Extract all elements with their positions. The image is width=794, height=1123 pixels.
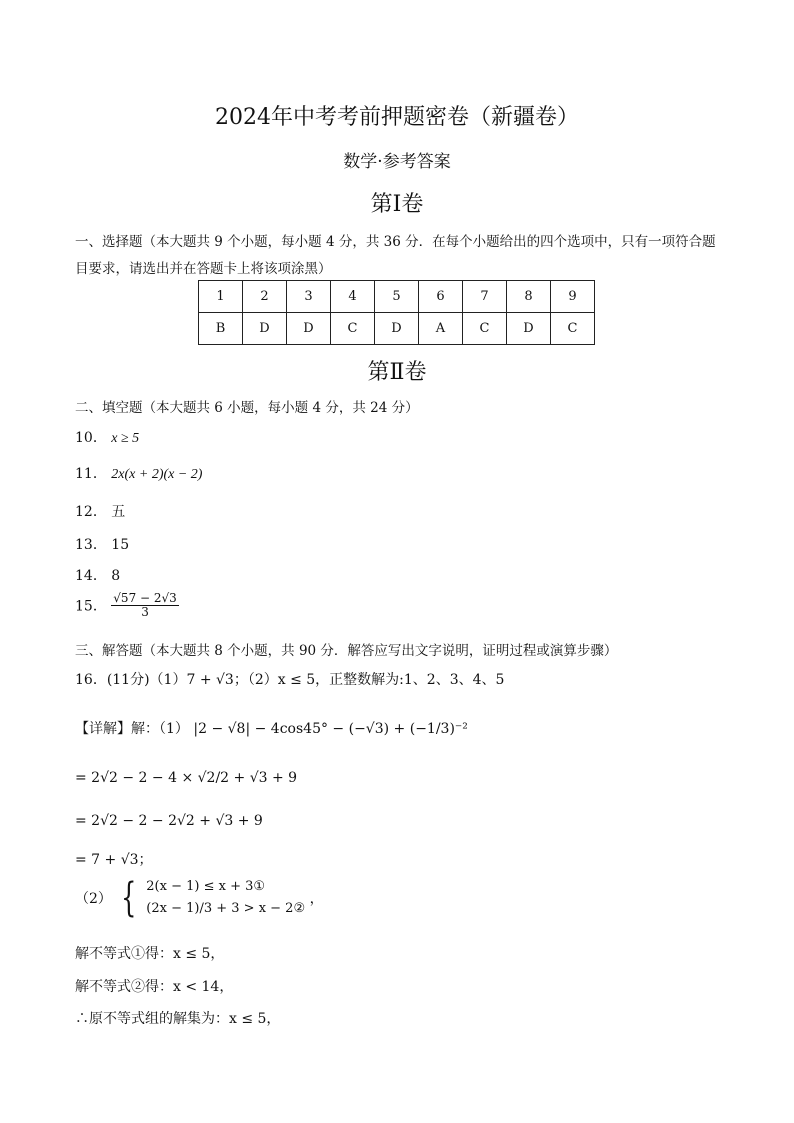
- table-cell: D: [375, 313, 419, 345]
- q16-step2: = 2√2 − 2 − 2√2 + √3 + 9: [75, 813, 263, 829]
- answer-text: 15: [111, 537, 130, 553]
- inequality-1: 2(x − 1) ≤ x + 3①: [146, 879, 266, 894]
- table-cell: 7: [463, 281, 507, 313]
- question-number: 15．: [75, 598, 107, 615]
- answer-q12: [75, 501, 125, 521]
- table-cell: 4: [331, 281, 375, 313]
- fraction-numerator: √57 − 2√3: [113, 591, 177, 605]
- table-cell: 8: [507, 281, 551, 313]
- solve-section-heading: 三、解答题（本大题共 8 个小题，共 90 分．解答应写出文字说明，证明过程或演算步骤）: [75, 643, 618, 659]
- table-cell: 9: [551, 281, 595, 313]
- q16-sol2: 解不等式②得：x < 14，: [75, 979, 234, 995]
- q16-detail-line: [75, 718, 468, 738]
- inequality-2: (2x − 1)/3 + 3 > x − 2②: [146, 901, 306, 917]
- table-cell: 5: [375, 281, 419, 313]
- question-number: 12．: [75, 504, 107, 520]
- q16-step3: = 7 + √3；: [75, 852, 153, 868]
- table-cell: D: [287, 313, 331, 345]
- answer-table-number-row: [199, 281, 595, 313]
- q16-sol3: ∴原不等式组的解集为：x ≤ 5，: [75, 1011, 281, 1027]
- page-subtitle: 数学·参考答案: [343, 152, 451, 172]
- answer-q13: [75, 534, 129, 554]
- choice-section-line2: 目要求，请选出并在答题卡上将该项涂黑）: [75, 261, 332, 277]
- part1-label: 第Ⅰ卷: [370, 192, 424, 217]
- fill-section-heading: 二、填空题（本大题共 6 小题，每小题 4 分，共 24 分）: [75, 400, 419, 416]
- question-number: 13．: [75, 537, 107, 553]
- table-cell: 1: [199, 281, 243, 313]
- answer-text: 2x(x + 2)(x − 2): [111, 467, 203, 482]
- table-cell: D: [243, 313, 287, 345]
- answer-q14: [75, 565, 120, 585]
- table-cell: 2: [243, 281, 287, 313]
- q16-sol1: 解不等式①得：x ≤ 5，: [75, 946, 225, 962]
- math-expression: |2 − √8| − 4cos45° − (−√3) + (−1/3)⁻²: [193, 721, 468, 737]
- inequality-lines: [146, 876, 305, 920]
- question-number: 10．: [75, 430, 107, 446]
- table-cell: C: [331, 313, 375, 345]
- answer-q15: [75, 592, 179, 619]
- answer-text: 8: [111, 568, 121, 584]
- part2-label: （2）: [75, 891, 112, 908]
- fraction-denominator: 3: [141, 605, 149, 620]
- table-cell: 6: [419, 281, 463, 313]
- detail-label: 【详解】解：（1）: [75, 721, 189, 737]
- comma: ，: [309, 891, 324, 908]
- answer-table: [198, 280, 595, 345]
- brace-icon: {: [121, 875, 137, 922]
- table-cell: D: [507, 313, 551, 345]
- question-number: 11．: [75, 466, 107, 482]
- page-title: 2024年中考考前押题密卷（新疆卷）: [215, 105, 579, 130]
- answer-table-answer-row: [199, 313, 595, 345]
- answer-q16-summary: 16．(11分)（1）7 + √3；（2）x ≤ 5，正整数解为:1、2、3、4、5: [75, 672, 505, 688]
- fraction: [111, 592, 179, 619]
- answer-q11: [75, 463, 202, 483]
- table-cell: A: [419, 313, 463, 345]
- answer-text: 五: [111, 504, 126, 520]
- table-cell: B: [199, 313, 243, 345]
- part2-label: 第Ⅱ卷: [367, 360, 427, 385]
- table-cell: C: [551, 313, 595, 345]
- q16-inequality-system: [75, 876, 324, 920]
- table-cell: 3: [287, 281, 331, 313]
- choice-section-line1: 一、选择题（本大题共 9 个小题，每小题 4 分，共 36 分．在每个小题给出的四个选项中，只有一项符合题: [75, 234, 716, 250]
- question-number: 14．: [75, 568, 107, 584]
- q16-step1: = 2√2 − 2 − 4 × √2/2 + √3 + 9: [75, 770, 298, 786]
- answer-q10: [75, 427, 139, 447]
- table-cell: C: [463, 313, 507, 345]
- answer-text: x ≥ 5: [111, 431, 140, 446]
